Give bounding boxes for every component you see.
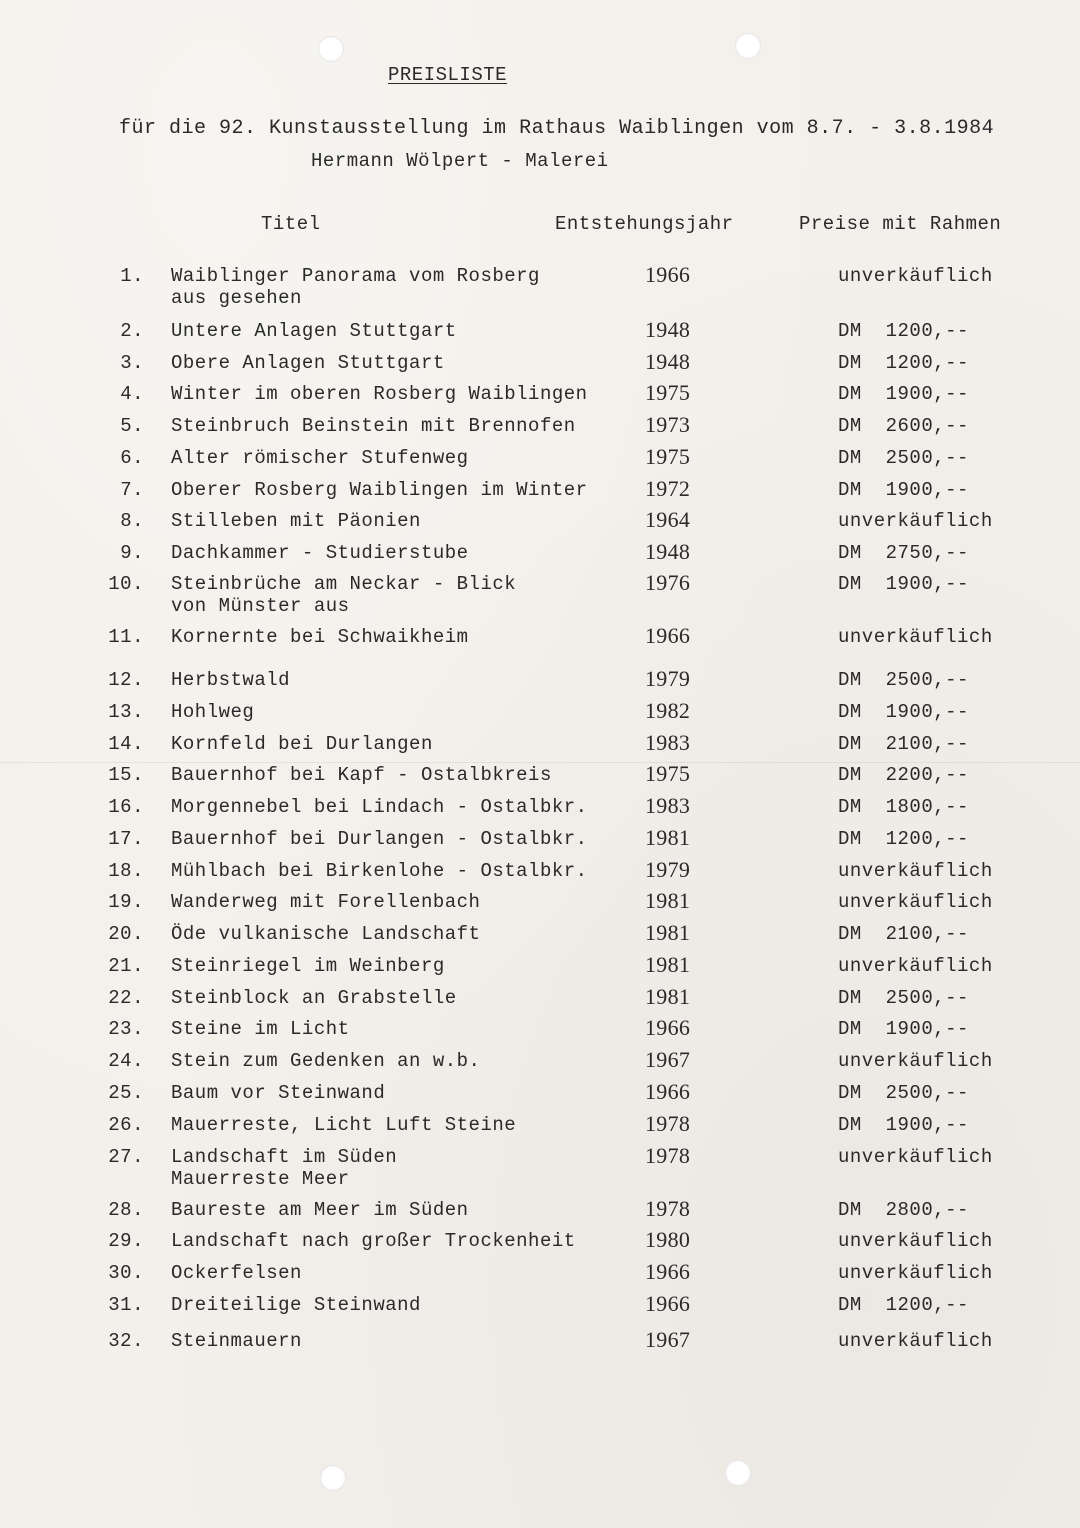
artwork-price: DM 1900,-- [838, 383, 969, 405]
artwork-price: DM 2200,-- [838, 764, 969, 786]
artwork-title: Bauernhof bei Durlangen - Ostalbkr. [171, 828, 588, 850]
column-header-title: Titel [261, 213, 321, 235]
artwork-price: DM 2500,-- [838, 987, 969, 1009]
row-number: 17. [108, 828, 144, 850]
artwork-title: Hohlweg [171, 701, 255, 723]
column-header-price: Preise mit Rahmen [799, 213, 1002, 235]
artwork-price: DM 1900,-- [838, 701, 969, 723]
artwork-year: 1979 [645, 666, 691, 691]
row-number: 26. [108, 1114, 144, 1136]
document-title: PREISLISTE [388, 64, 508, 86]
artwork-title: Untere Anlagen Stuttgart [171, 320, 457, 342]
row-number: 13. [108, 701, 144, 723]
row-number: 14. [108, 733, 144, 755]
artwork-title: Steinblock an Grabstelle [171, 987, 457, 1009]
artwork-price: DM 2100,-- [838, 733, 969, 755]
artwork-title: Baum vor Steinwand [171, 1082, 386, 1104]
artwork-title: Morgennebel bei Lindach - Ostalbkr. [171, 796, 588, 818]
artwork-price: DM 1200,-- [838, 352, 969, 374]
artwork-year: 1966 [645, 623, 691, 648]
artwork-price: DM 1900,-- [838, 573, 969, 595]
artwork-price: DM 1200,-- [838, 1294, 969, 1316]
artwork-price: unverkäuflich [838, 891, 993, 913]
row-number: 1. [120, 265, 144, 287]
artwork-year: 1983 [645, 730, 691, 755]
row-number: 10. [108, 573, 144, 595]
artwork-title: Mühlbach bei Birkenlohe - Ostalbkr. [171, 860, 588, 882]
punch-hole-bottom-right [725, 1460, 751, 1486]
artwork-year: 1966 [645, 1291, 691, 1316]
artwork-year: 1979 [645, 857, 691, 882]
artwork-title: Steinbrüche am Neckar - Blick von Münster aus [171, 573, 517, 617]
artwork-title: Herbstwald [171, 669, 291, 691]
artwork-price: unverkäuflich [838, 955, 993, 977]
artwork-price: unverkäuflich [838, 626, 993, 648]
artwork-title: Baureste am Meer im Süden [171, 1199, 469, 1221]
artwork-price: DM 1900,-- [838, 479, 969, 501]
artwork-price: DM 2500,-- [838, 669, 969, 691]
artwork-title: Oberer Rosberg Waiblingen im Winter [171, 479, 588, 501]
artwork-title: Kornfeld bei Durlangen [171, 733, 433, 755]
artwork-price: unverkäuflich [838, 1230, 993, 1252]
artwork-title: Steinriegel im Weinberg [171, 955, 445, 977]
artwork-year: 1948 [645, 349, 691, 374]
artwork-year: 1966 [645, 1015, 691, 1040]
artwork-year: 1966 [645, 1079, 691, 1104]
artwork-year: 1975 [645, 380, 691, 405]
artwork-year: 1964 [645, 507, 691, 532]
artwork-title: Alter römischer Stufenweg [171, 447, 469, 469]
artwork-year: 1975 [645, 444, 691, 469]
artwork-price: unverkäuflich [838, 860, 993, 882]
artwork-title: Öde vulkanische Landschaft [171, 923, 481, 945]
artwork-year: 1973 [645, 412, 691, 437]
artwork-year: 1978 [645, 1143, 691, 1168]
artwork-price: DM 1200,-- [838, 828, 969, 850]
artwork-title: Landschaft nach großer Trockenheit [171, 1230, 576, 1252]
artwork-title: Landschaft im Süden Mauerreste Meer [171, 1146, 398, 1190]
artwork-price: DM 2600,-- [838, 415, 969, 437]
artwork-price: DM 2500,-- [838, 447, 969, 469]
artwork-year: 1976 [645, 570, 691, 595]
artwork-price: unverkäuflich [838, 1146, 993, 1168]
artwork-year: 1978 [645, 1196, 691, 1221]
artwork-price: DM 1200,-- [838, 320, 969, 342]
artwork-title: Steinmauern [171, 1330, 302, 1352]
artwork-year: 1981 [645, 920, 691, 945]
artwork-price: DM 1800,-- [838, 796, 969, 818]
row-number: 27. [108, 1146, 144, 1168]
artwork-price: unverkäuflich [838, 1330, 993, 1352]
row-number: 24. [108, 1050, 144, 1072]
artwork-price: DM 2500,-- [838, 1082, 969, 1104]
artwork-price: unverkäuflich [838, 265, 993, 287]
artwork-title: Waiblinger Panorama vom Rosberg aus gesehen [171, 265, 540, 309]
row-number: 11. [108, 626, 144, 648]
artwork-price: unverkäuflich [838, 510, 993, 532]
artwork-price: DM 2800,-- [838, 1199, 969, 1221]
artwork-year: 1966 [645, 1259, 691, 1284]
column-header-year: Entstehungsjahr [555, 213, 734, 235]
artwork-title: Steine im Licht [171, 1018, 350, 1040]
row-number: 31. [108, 1294, 144, 1316]
artwork-year: 1982 [645, 698, 691, 723]
exhibition-subtitle: für die 92. Kunstausstellung im Rathaus Waiblingen vom 8.7. - 3.8.1984 [119, 117, 995, 140]
artwork-title: Dachkammer - Studierstube [171, 542, 469, 564]
artwork-title: Ockerfelsen [171, 1262, 302, 1284]
row-number: 25. [108, 1082, 144, 1104]
row-number: 7. [120, 479, 144, 501]
artwork-title: Stilleben mit Päonien [171, 510, 421, 532]
artwork-title: Wanderweg mit Forellenbach [171, 891, 481, 913]
artwork-year: 1981 [645, 825, 691, 850]
paper-fold-crease [0, 762, 1080, 763]
punch-hole-bottom-left [320, 1465, 346, 1491]
artwork-year: 1981 [645, 984, 691, 1009]
artwork-year: 1983 [645, 793, 691, 818]
artwork-price: DM 2100,-- [838, 923, 969, 945]
row-number: 19. [108, 891, 144, 913]
row-number: 28. [108, 1199, 144, 1221]
artwork-year: 1980 [645, 1227, 691, 1252]
artwork-price: unverkäuflich [838, 1262, 993, 1284]
artwork-title: Obere Anlagen Stuttgart [171, 352, 445, 374]
artwork-price: DM 1900,-- [838, 1114, 969, 1136]
artwork-price: DM 2750,-- [838, 542, 969, 564]
artwork-title: Kornernte bei Schwaikheim [171, 626, 469, 648]
punch-hole-top-right [735, 33, 761, 59]
artwork-price: DM 1900,-- [838, 1018, 969, 1040]
row-number: 12. [108, 669, 144, 691]
artwork-title: Winter im oberen Rosberg Waiblingen [171, 383, 588, 405]
artwork-year: 1975 [645, 761, 691, 786]
row-number: 8. [120, 510, 144, 532]
row-number: 3. [120, 352, 144, 374]
punch-hole-top-left [318, 36, 344, 62]
artwork-title: Mauerreste, Licht Luft Steine [171, 1114, 517, 1136]
artwork-price: unverkäuflich [838, 1050, 993, 1072]
row-number: 2. [120, 320, 144, 342]
row-number: 5. [120, 415, 144, 437]
row-number: 16. [108, 796, 144, 818]
artwork-year: 1981 [645, 952, 691, 977]
row-number: 20. [108, 923, 144, 945]
row-number: 9. [120, 542, 144, 564]
artwork-title: Steinbruch Beinstein mit Brennofen [171, 415, 576, 437]
artist-line: Hermann Wölpert - Malerei [311, 150, 609, 172]
row-number: 15. [108, 764, 144, 786]
row-number: 18. [108, 860, 144, 882]
artwork-year: 1966 [645, 262, 691, 287]
artwork-title: Stein zum Gedenken an w.b. [171, 1050, 481, 1072]
artwork-year: 1981 [645, 888, 691, 913]
artwork-year: 1948 [645, 317, 691, 342]
artwork-title: Dreiteilige Steinwand [171, 1294, 421, 1316]
row-number: 30. [108, 1262, 144, 1284]
artwork-year: 1948 [645, 539, 691, 564]
row-number: 22. [108, 987, 144, 1009]
row-number: 23. [108, 1018, 144, 1040]
artwork-year: 1967 [645, 1047, 691, 1072]
row-number: 32. [108, 1330, 144, 1352]
row-number: 6. [120, 447, 144, 469]
artwork-title: Bauernhof bei Kapf - Ostalbkreis [171, 764, 552, 786]
artwork-year: 1972 [645, 476, 691, 501]
artwork-year: 1967 [645, 1327, 691, 1352]
row-number: 29. [108, 1230, 144, 1252]
row-number: 4. [120, 383, 144, 405]
row-number: 21. [108, 955, 144, 977]
artwork-year: 1978 [645, 1111, 691, 1136]
